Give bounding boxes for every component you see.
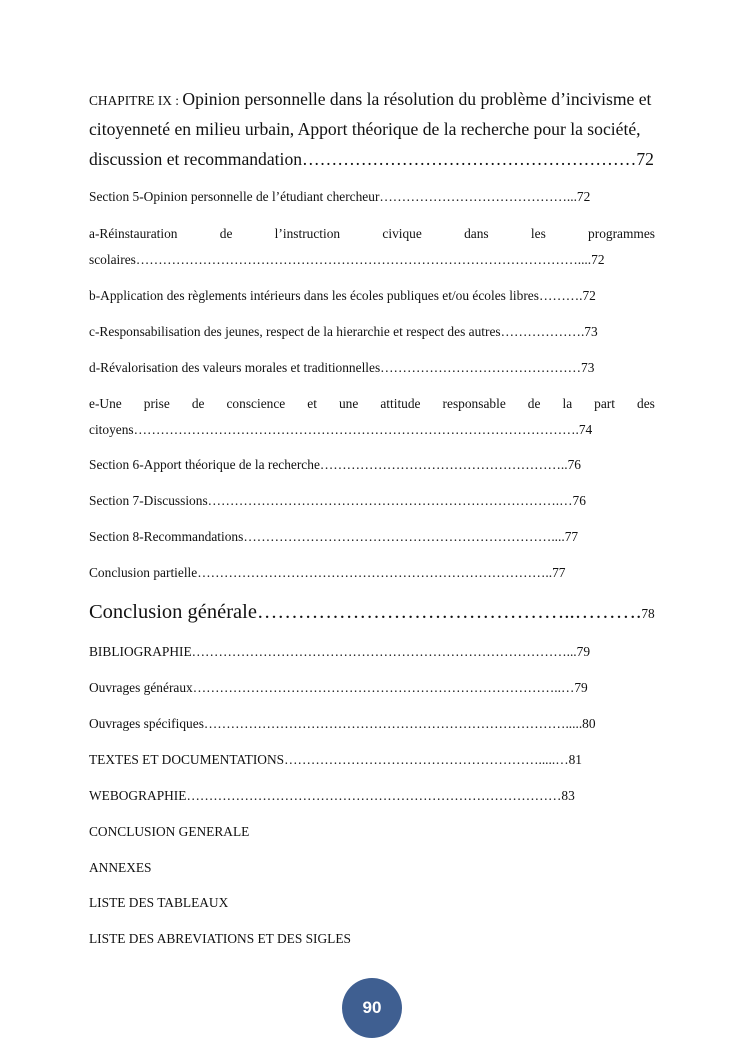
toc-entry-section-8: Section 8-Recommandations……………………………………………………………....77 — [89, 529, 579, 544]
chapter-prefix: CHAPITRE IX : — [89, 93, 183, 108]
toc-entry-ouvrages-specifiques: Ouvrages spécifiques……………………………………………………………………….....80 — [89, 716, 596, 731]
toc-word: l’instruction — [274, 226, 341, 241]
toc-entry-conclusion-generale-caps: CONCLUSION GENERALE — [89, 824, 250, 839]
toc-entry-ouvrages-generaux: Ouvrages généraux………………………………………………………………………..…79 — [89, 680, 588, 695]
toc-entry-e-line-2: citoyens……………………………………………………………………………………….74 — [89, 422, 593, 437]
chapter-title-line-2: citoyenneté en milieu urbain, Apport théorique de la recherche pour la société, — [89, 119, 641, 139]
toc-word: conscience — [226, 396, 286, 411]
toc-entry-conclusion-generale — [89, 599, 655, 627]
toc-entry-e-line-1 — [89, 396, 655, 412]
toc-entry-liste-abreviations: LISTE DES ABREVIATIONS ET DES SIGLES — [89, 931, 351, 946]
toc-entry-webographie: WEBOGRAPHIE…………………………………………………………………………83 — [89, 788, 575, 803]
toc-entry-bibliographie: BIBLIOGRAPHIE…………………………………………………………………………...79 — [89, 644, 591, 659]
toc-word: une — [338, 396, 359, 411]
toc-entry-section-7: Section 7-Discussions…………………………………………………………………….…76 — [89, 493, 586, 508]
page-number: 90 — [362, 998, 382, 1017]
toc-word: e-Une — [89, 396, 122, 411]
toc-entry-section-6: Section 6-Apport théorique de la recherche………………………………………………..76 — [89, 457, 582, 472]
toc-word: des — [637, 396, 655, 411]
conclusion-generale-text: Conclusion générale………………………………………..………. — [89, 601, 642, 623]
toc-word: et — [307, 396, 317, 411]
conclusion-generale-page: 78 — [641, 606, 655, 621]
toc-word: prise — [143, 396, 170, 411]
toc-entry-d: d-Révalorisation des valeurs morales et traditionnelles………………………………………73 — [89, 360, 595, 375]
chapter-title-text: Opinion personnelle dans la résolution du problème d’incivisme et — [182, 89, 652, 109]
toc-word: de — [527, 396, 541, 411]
toc-word: part — [594, 396, 615, 411]
toc-word: attitude — [380, 396, 421, 411]
toc-entry-textes: TEXTES ET DOCUMENTATIONS………………………………………………….....…81 — [89, 752, 583, 767]
toc-word: la — [562, 396, 573, 411]
toc-entry-annexes: ANNEXES — [89, 860, 152, 875]
toc-entry-a-line-1 — [89, 226, 655, 242]
toc-word: dans — [464, 226, 489, 241]
toc-word: civique — [382, 226, 422, 241]
toc-word: responsable — [442, 396, 506, 411]
toc-entry-b: b-Application des règlements intérieurs dans les écoles publiques et/ou écoles libres……….72 — [89, 288, 596, 303]
toc-entry-liste-tableaux: LISTE DES TABLEAUX — [89, 895, 229, 910]
toc-entry-section-5: Section 5-Opinion personnelle de l’étudiant chercheur……………………………………...72 — [89, 189, 591, 204]
toc-word: les — [530, 226, 546, 241]
page-number-badge — [342, 978, 402, 1038]
chapter-title-line-3: discussion et recommandation…………………………………………………72 — [89, 149, 654, 169]
toc-word: de — [191, 396, 205, 411]
toc-word: programmes — [588, 226, 655, 241]
toc-word: a-Réinstauration — [89, 226, 178, 241]
toc-entry-conclusion-partielle: Conclusion partielle……………………………………………………………………..77 — [89, 565, 566, 580]
toc-entry-c: c-Responsabilisation des jeunes, respect de la hierarchie et respect des autres……………….73 — [89, 324, 598, 339]
toc-word: de — [219, 226, 233, 241]
chapter-title-line-1 — [89, 88, 655, 112]
toc-entry-a-line-2: scolaires………………………………………………………………………………………....72 — [89, 252, 605, 267]
